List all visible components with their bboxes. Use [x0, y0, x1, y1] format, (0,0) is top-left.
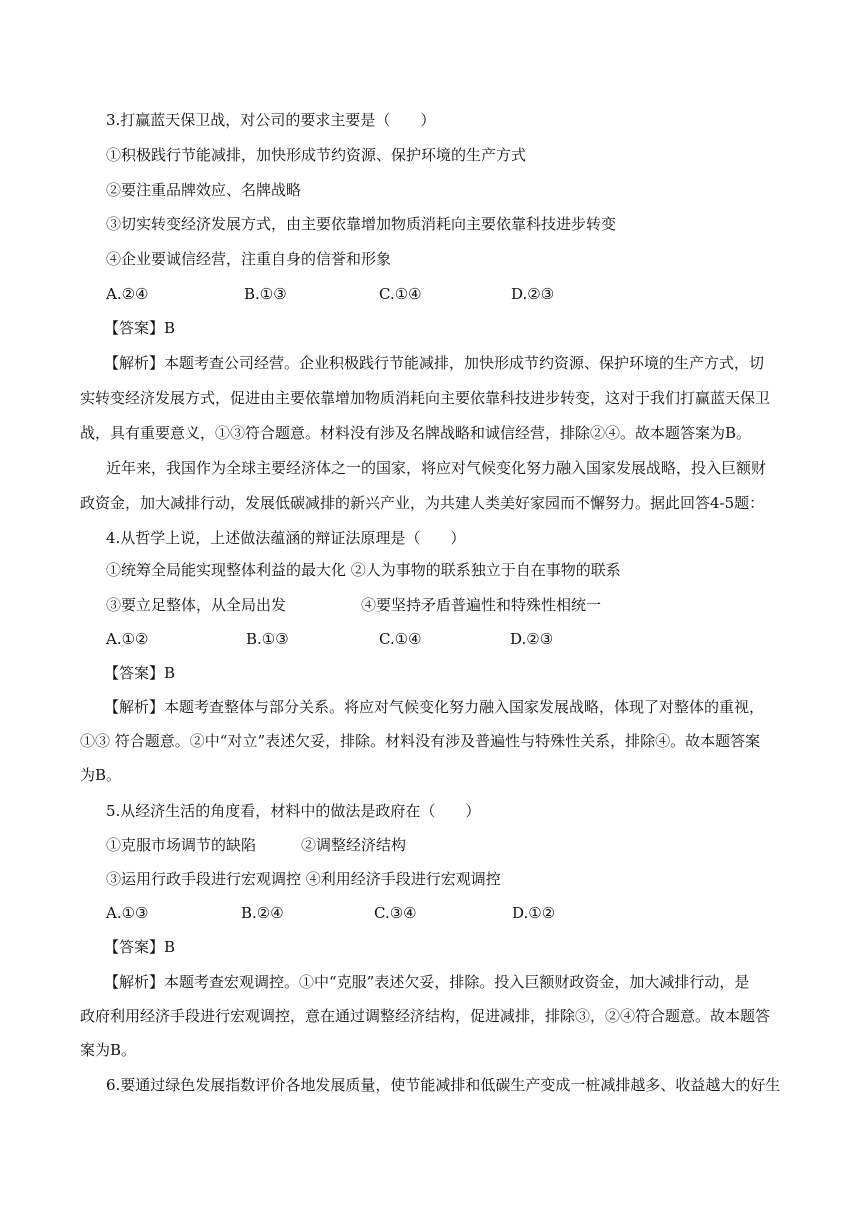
q5-option-a: A.①③ [106, 904, 149, 922]
q3-option-d: D.②③ [511, 285, 555, 303]
material-line-1: 近年来，我国作为全球主要经济体之一的国家，将应对气候变化努力融入国家发展战略，投入巨额财 [106, 459, 767, 477]
q4-analysis-line-2: ①③ 符合题意。②中“对立”表述欠妥，排除。材料没有涉及普遍性与特殊性关系，排除④。故本题答案 [80, 732, 761, 750]
q4-item-row-2: ③要立足整体，从全局出发 ④要坚持矛盾普遍性和特殊性相统一 [106, 596, 602, 614]
q5-item-row-1: ①克服市场调节的缺陷 ②调整经济结构 [106, 836, 407, 854]
q5-analysis-line-3: 案为B。 [80, 1041, 137, 1059]
q4-stem: 4.从哲学上说，上述做法蕴涵的辩证法原理是（ ） [106, 529, 466, 547]
q4-option-a: A.①② [106, 630, 149, 648]
q5-item-row-2: ③运用行政手段进行宏观调控 ④利用经济手段进行宏观调控 [106, 870, 501, 888]
q3-item-4: ④企业要诚信经营，注重自身的信誉和形象 [106, 250, 392, 268]
q3-option-a: A.②④ [106, 285, 149, 303]
q6-stem-line-1: 6.要通过绿色发展指数评价各地发展质量，使节能减排和低碳生产变成一桩减排越多、收益越大的好生 [106, 1076, 781, 1094]
q3-item-2: ②要注重品牌效应、名牌战略 [106, 181, 302, 199]
q5-option-c: C.③④ [374, 904, 417, 922]
q3-option-c: C.①④ [379, 285, 422, 303]
q5-stem: 5.从经济生活的角度看，材料中的做法是政府在（ ） [106, 802, 481, 820]
q4-analysis-line-1: 【解析】本题考查整体与部分关系。将应对气候变化努力融入国家发展战略，体现了对整体的重视， [104, 698, 765, 716]
q4-analysis-line-3: 为B。 [80, 766, 122, 784]
q4-option-d: D.②③ [510, 630, 554, 648]
q3-analysis-line-3: 战，具有重要意义，①③符合题意。材料没有涉及名牌战略和诚信经营，排除②④。故本题答案为B。 [80, 424, 752, 442]
q4-answer: 【答案】B [104, 664, 176, 682]
q5-option-d: D.①② [512, 904, 556, 922]
material-line-2: 政资金，加大减排行动，发展低碳减排的新兴产业，为共建人类美好家园而不懈努力。据此回答4-5题： [80, 494, 765, 512]
q3-stem: 3.打赢蓝天保卫战，对公司的要求主要是（ ） [106, 111, 436, 129]
q5-option-b: B.②④ [241, 904, 284, 922]
q3-item-1: ①积极践行节能减排，加快形成节约资源、保护环境的生产方式 [106, 146, 527, 164]
q3-item-3: ③切实转变经济发展方式，由主要依靠增加物质消耗向主要依靠科技进步转变 [106, 215, 617, 233]
q4-item-row-1: ①统筹全局能实现整体利益的最大化 ②人为事物的联系独立于自在事物的联系 [106, 561, 621, 579]
q3-answer: 【答案】B [104, 319, 176, 337]
q3-option-b: B.①③ [244, 285, 287, 303]
q4-option-c: C.①④ [379, 630, 422, 648]
q3-analysis-line-1: 【解析】本题考查公司经营。企业积极践行节能减排，加快形成节约资源、保护环境的生产方式，切 [104, 354, 765, 372]
q5-answer: 【答案】B [104, 938, 176, 956]
q5-analysis-line-2: 政府利用经济手段进行宏观调控，意在通过调整经济结构，促进减排，排除③，②④符合题意。故本题答 [80, 1007, 771, 1025]
q3-analysis-line-2: 实转变经济发展方式，促进由主要依靠增加物质消耗向主要依靠科技进步转变，这对于我们打赢蓝天保卫 [80, 389, 771, 407]
q4-option-b: B.①③ [246, 630, 289, 648]
q5-analysis-line-1: 【解析】本题考查宏观调控。①中“克服”表述欠妥，排除。投入巨额财政资金，加大减排行动，是 [104, 973, 750, 991]
